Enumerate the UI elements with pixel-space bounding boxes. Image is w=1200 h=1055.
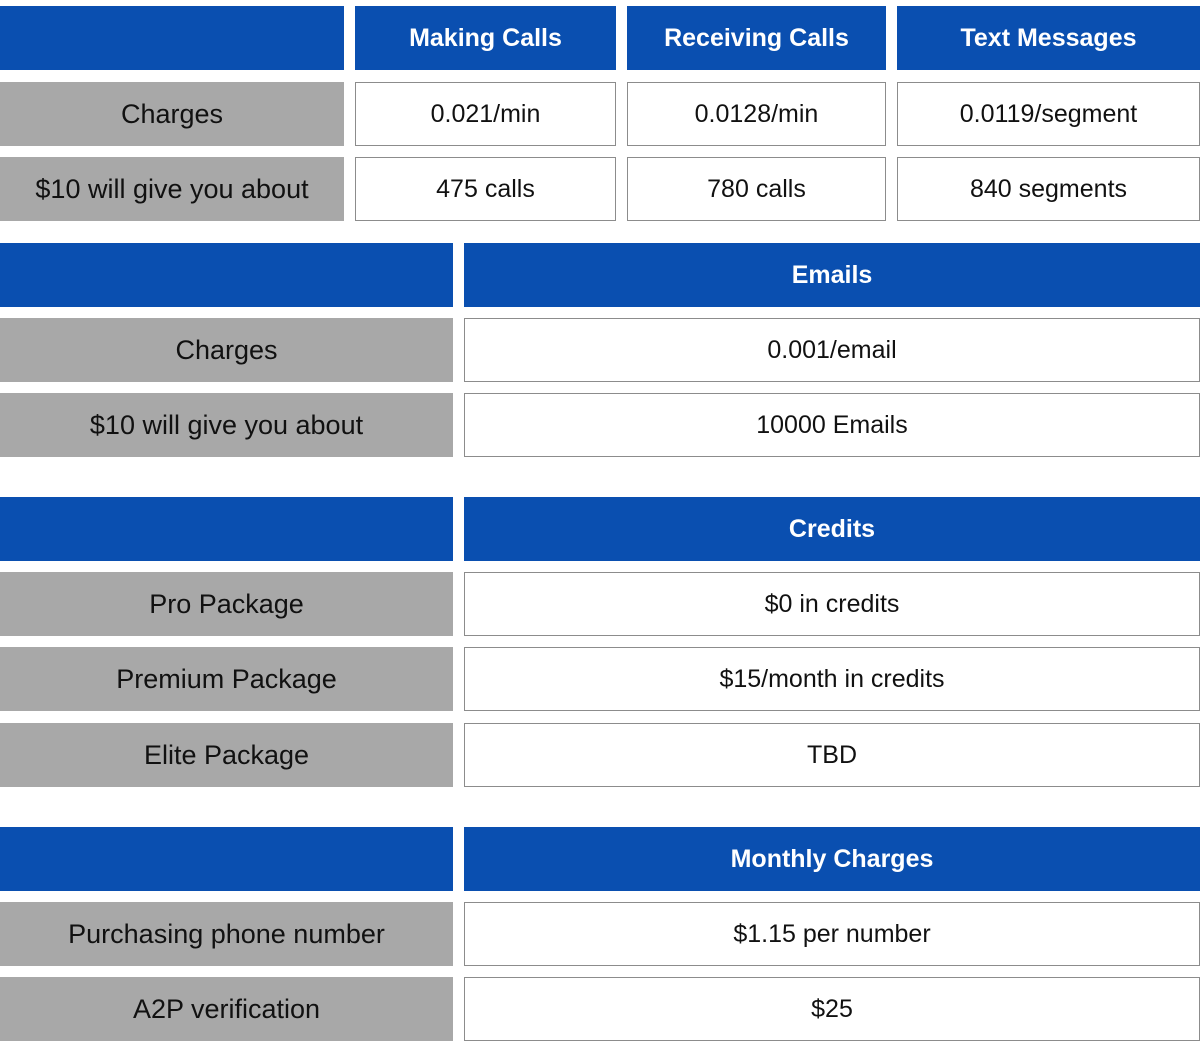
header-receiving-calls: Receiving Calls (627, 6, 886, 70)
value-email-count: 10000 Emails (464, 393, 1200, 457)
row-label-charges: Charges (0, 82, 344, 146)
row-label-pro-package: Pro Package (0, 572, 453, 636)
value-a2p-verification-price: $25 (464, 977, 1200, 1041)
row-label-charges: Charges (0, 318, 453, 382)
emails-table-corner-header (0, 243, 453, 307)
value-receiving-calls-count: 780 calls (627, 157, 886, 221)
value-premium-package: $15/month in credits (464, 647, 1200, 711)
header-text-messages: Text Messages (897, 6, 1200, 70)
row-label-ten-dollars: $10 will give you about (0, 393, 453, 457)
header-emails: Emails (464, 243, 1200, 307)
value-pro-package: $0 in credits (464, 572, 1200, 636)
row-label-purchasing-phone-number: Purchasing phone number (0, 902, 453, 966)
value-text-messages-charge: 0.0119/segment (897, 82, 1200, 146)
header-credits: Credits (464, 497, 1200, 561)
value-text-messages-count: 840 segments (897, 157, 1200, 221)
value-making-calls-count: 475 calls (355, 157, 616, 221)
header-monthly-charges: Monthly Charges (464, 827, 1200, 891)
value-receiving-calls-charge: 0.0128/min (627, 82, 886, 146)
value-elite-package: TBD (464, 723, 1200, 787)
row-label-premium-package: Premium Package (0, 647, 453, 711)
credits-table-corner-header (0, 497, 453, 561)
header-making-calls: Making Calls (355, 6, 616, 70)
row-label-ten-dollars: $10 will give you about (0, 157, 344, 221)
monthly-table-corner-header (0, 827, 453, 891)
value-making-calls-charge: 0.021/min (355, 82, 616, 146)
row-label-elite-package: Elite Package (0, 723, 453, 787)
value-email-charge: 0.001/email (464, 318, 1200, 382)
row-label-a2p-verification: A2P verification (0, 977, 453, 1041)
calls-table-corner-header (0, 6, 344, 70)
value-phone-number-price: $1.15 per number (464, 902, 1200, 966)
